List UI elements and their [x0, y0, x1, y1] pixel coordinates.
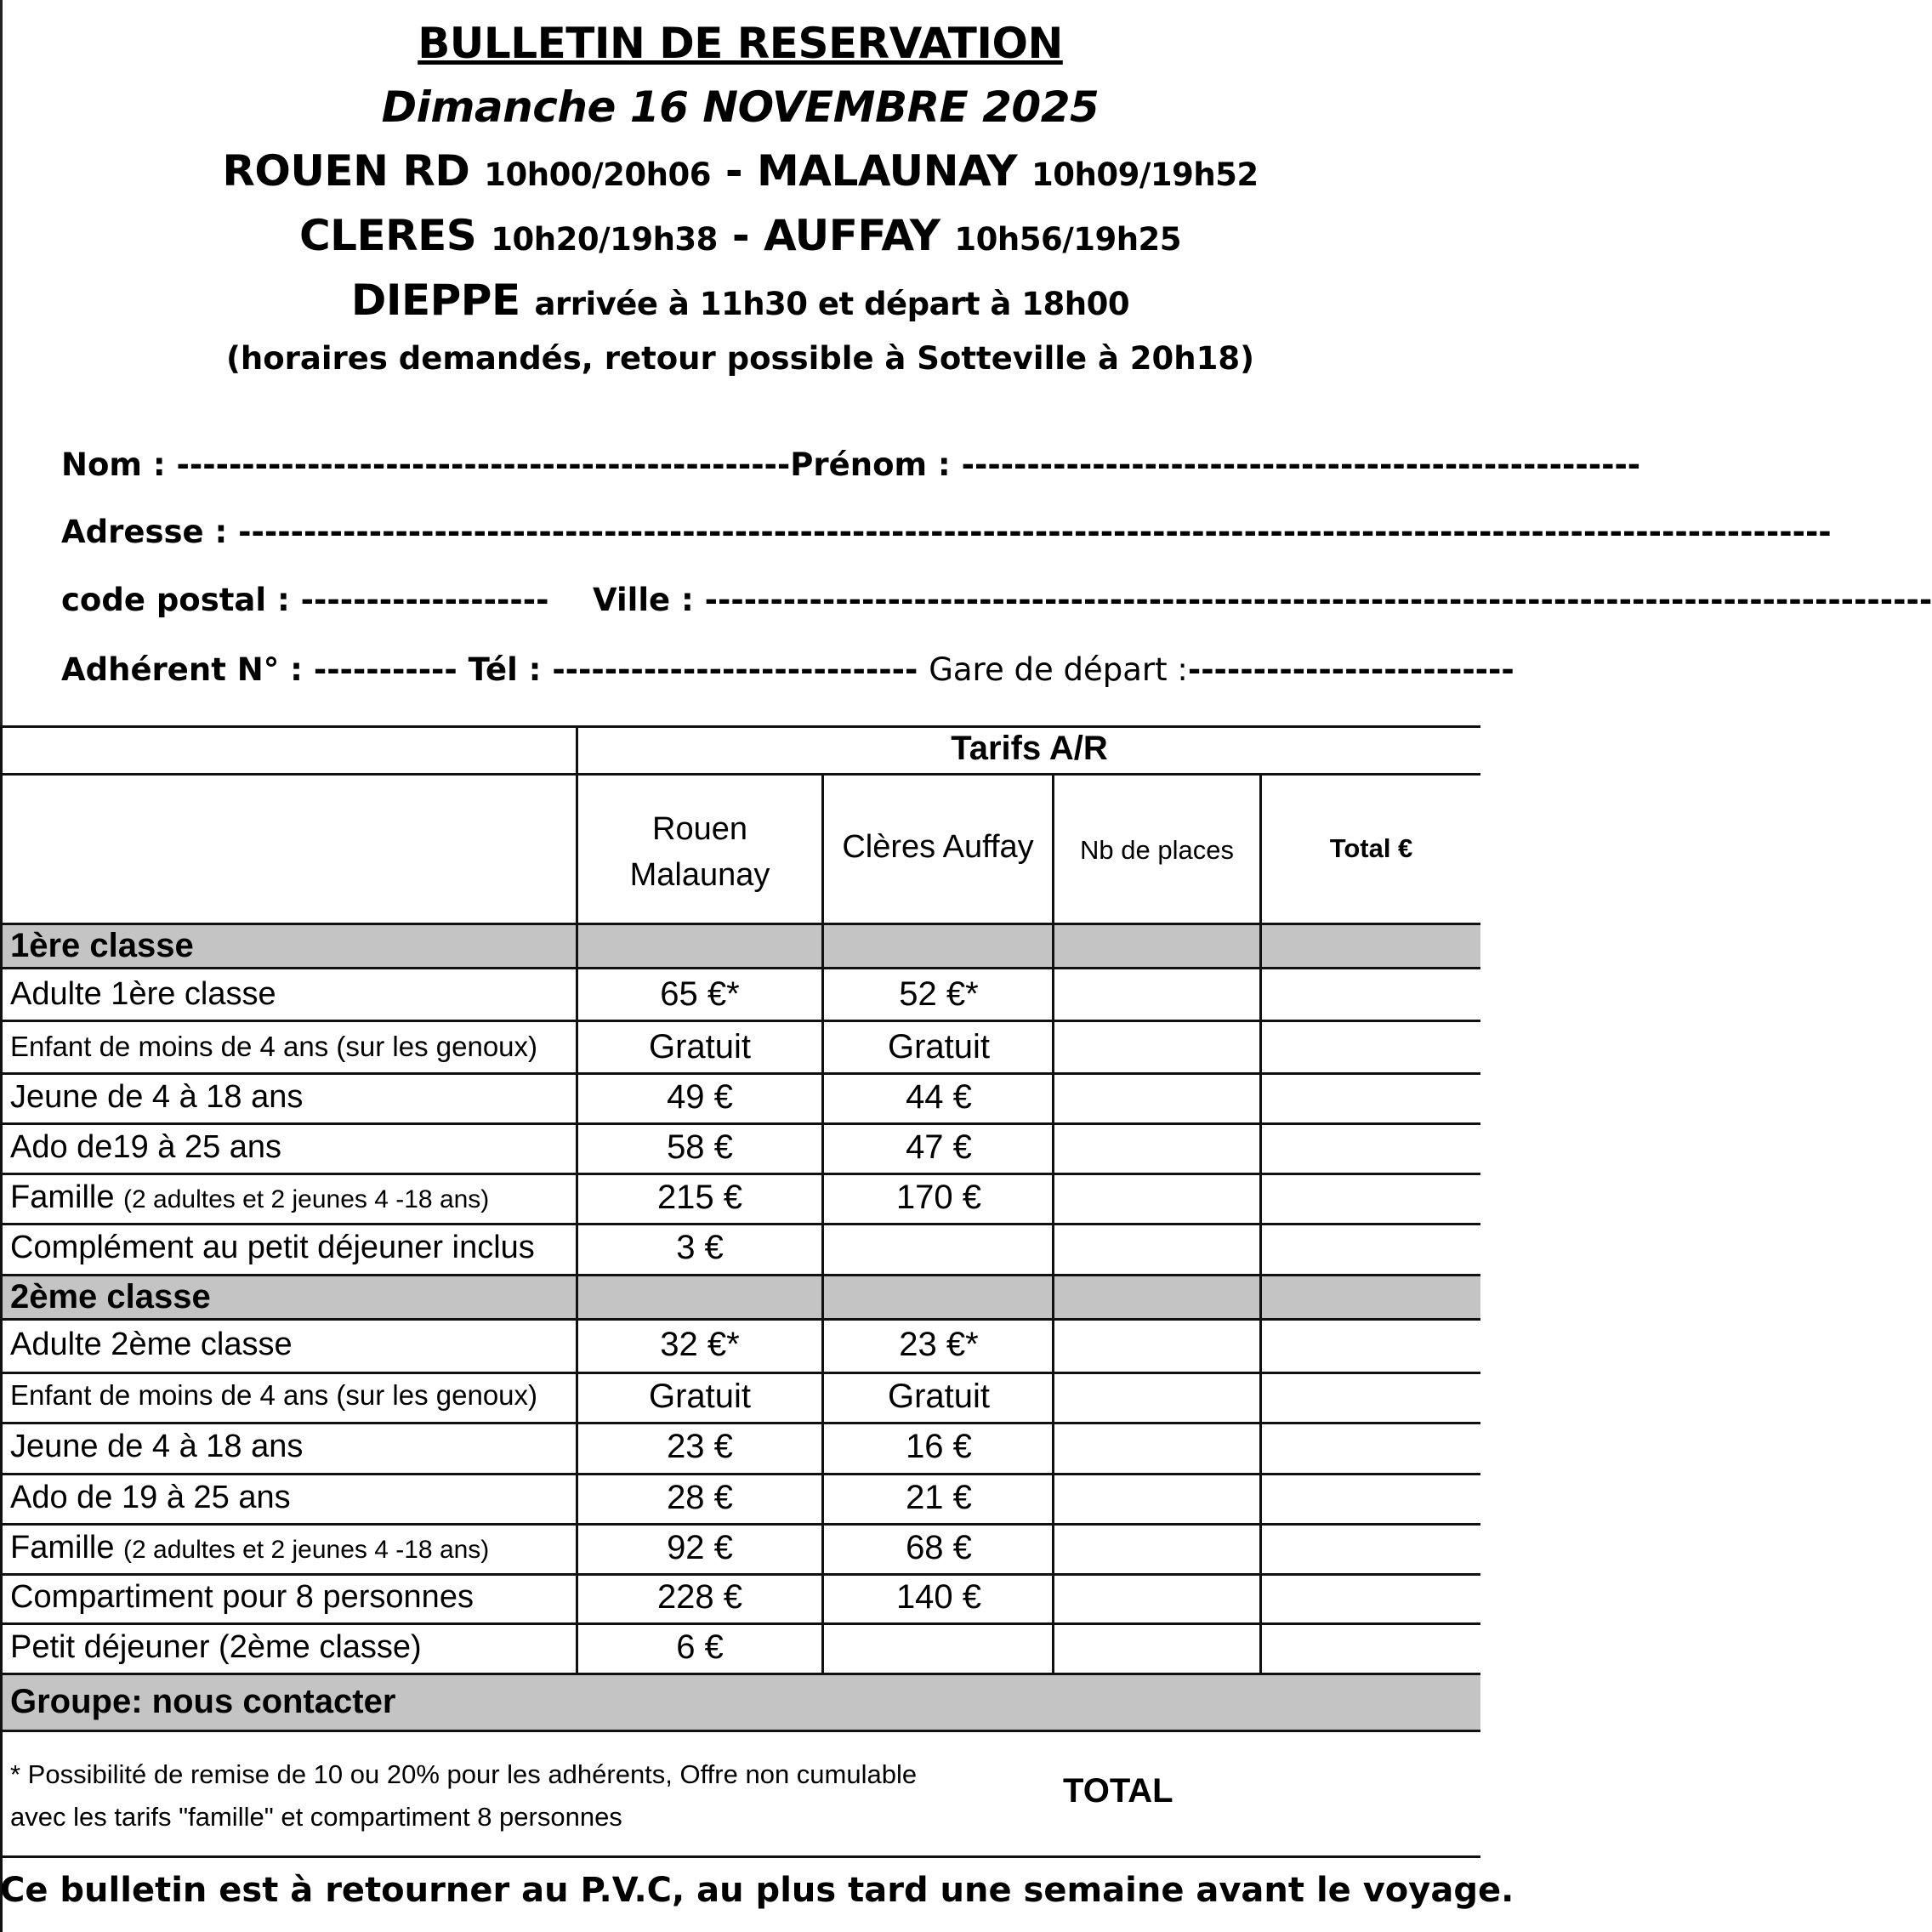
row-label: Jeune de 4 à 18 ans [10, 1079, 304, 1115]
tarifs-header: Tarifs A/R [951, 730, 1108, 767]
col-rouen-malaunay [578, 806, 821, 898]
prenom-field[interactable]: ---------------------------------------------------- [961, 446, 1641, 483]
row-label: Complément au petit déjeuner inclus [10, 1230, 535, 1265]
price-cleres: 21 € [906, 1479, 972, 1516]
row-label-famille [10, 1179, 489, 1216]
stop-cleres: CLERES [298, 211, 477, 260]
footnote-line1: * Possibilité de remise de 10 ou 20% pour les adhérents, Offre non cumulable [10, 1759, 918, 1789]
prenom-label: Prénom : [790, 446, 951, 483]
price-rouen: 228 € [656, 1578, 743, 1616]
price-rouen: 92 € [667, 1529, 733, 1566]
price-rouen: 58 € [667, 1128, 733, 1166]
table-line [0, 1372, 1480, 1374]
section-2eme-classe: 2ème classe [10, 1278, 211, 1315]
code-postal-label: code postal : [61, 582, 290, 618]
nom-field[interactable]: ----------------------------------------------- [176, 446, 791, 483]
table-line [0, 1673, 1480, 1675]
schedule-line-1 [0, 146, 1480, 196]
famille-label: Famille [10, 1179, 115, 1215]
time-rouen: 10h00/20h06 [484, 156, 711, 193]
price-rouen: 6 € [676, 1628, 724, 1666]
col-cleres-auffay: Clères Auffay [842, 829, 1034, 865]
schedule-line-2 [0, 211, 1480, 260]
table-col-line [1259, 773, 1262, 1674]
price-rouen: 65 €* [660, 975, 740, 1013]
adherent-label: Adhérent N° : [61, 651, 303, 688]
footnote-line2: avec les tarifs "famille" et compartiment 8 personnes [10, 1802, 622, 1832]
row-label: Jeune de 4 à 18 ans [10, 1429, 304, 1464]
groupe-contact: Groupe: nous contacter [10, 1683, 396, 1720]
section-1ere-classe: 1ère classe [10, 927, 194, 964]
row-label: Adulte 1ère classe [10, 976, 276, 1012]
stop-auffay: AUFFAY [764, 211, 940, 260]
adresse-field[interactable]: -------------------------------------------------------------------------------------------------------------------------- [238, 514, 1832, 550]
gare-label: Gare de départ : [929, 651, 1188, 688]
dieppe-times: arrivée à 11h30 et départ à 18h00 [534, 286, 1130, 322]
price-rouen: 49 € [667, 1078, 733, 1116]
stop-malaunay: MALAUNAY [757, 146, 1018, 196]
table-line [0, 1020, 1480, 1022]
time-auffay: 10h56/19h25 [954, 221, 1182, 258]
event-date: Dimanche 16 NOVEMBRE 2025 [381, 82, 1100, 132]
table-line [0, 1573, 1480, 1576]
price-cleres: 52 €* [899, 975, 979, 1013]
table-line [0, 1473, 1480, 1475]
price-cleres: 47 € [906, 1128, 972, 1166]
time-malaunay: 10h09/19h52 [1031, 156, 1259, 193]
form-row-member [61, 651, 1514, 688]
famille-label: Famille [10, 1530, 115, 1565]
price-rouen: 3 € [676, 1229, 724, 1266]
footer-instruction: Ce bulletin est à retourner au P.V.C, au plus tard une semaine avant le voyage. [0, 1871, 1514, 1910]
tel-field[interactable]: ---------------------------- [552, 651, 918, 688]
price-cleres: 44 € [906, 1078, 972, 1116]
table-line [0, 1122, 1480, 1125]
famille-detail: (2 adultes et 2 jeunes 4 -18 ans) [123, 1536, 490, 1564]
separator: - [731, 211, 750, 260]
table-line [0, 967, 1480, 969]
col-rouen-line2: Malaunay [629, 857, 770, 893]
table-line [0, 1523, 1480, 1526]
price-cleres: 170 € [895, 1179, 982, 1216]
table-line [0, 1072, 1480, 1075]
table-line [0, 773, 1480, 776]
table-line [0, 1422, 1480, 1424]
separator: - [724, 146, 743, 196]
price-rouen: Gratuit [648, 1028, 752, 1065]
table-left-line [0, 725, 3, 1932]
row-label: Adulte 2ème classe [10, 1327, 293, 1362]
tel-label: Tél : [468, 651, 542, 688]
table-line [0, 1730, 1480, 1732]
ville-label: Ville : [592, 582, 694, 618]
form-row-address [61, 514, 1832, 550]
stop-rouen: ROUEN RD [222, 146, 470, 196]
code-postal-field[interactable]: ------------------- [300, 582, 549, 618]
time-cleres: 10h20/19h38 [491, 221, 718, 258]
table-line [0, 1274, 1480, 1276]
col-total: Total € [1329, 833, 1413, 863]
price-rouen: 32 €* [660, 1326, 740, 1363]
form-row-city [61, 582, 1932, 618]
table-top-line [0, 725, 1480, 728]
table-line [0, 923, 1480, 925]
nom-label: Nom : [61, 446, 166, 483]
row-label-famille [10, 1530, 489, 1566]
form-row-name [61, 446, 1641, 483]
row-label: Enfant de moins de 4 ans (sur les genoux) [10, 1031, 538, 1062]
famille-detail: (2 adultes et 2 jeunes 4 -18 ans) [123, 1185, 490, 1213]
price-rouen: 23 € [667, 1428, 733, 1465]
adherent-field[interactable]: ----------- [313, 651, 457, 688]
price-cleres: 140 € [895, 1578, 982, 1616]
total-label: TOTAL [1063, 1772, 1173, 1810]
price-cleres: 16 € [906, 1428, 972, 1465]
schedule-note: (horaires demandés, retour possible à Sotteville à 20h18) [225, 340, 1255, 377]
adresse-label: Adresse : [61, 514, 228, 550]
price-cleres: Gratuit [887, 1378, 991, 1415]
price-cleres: 68 € [906, 1529, 972, 1566]
table-line [0, 1855, 1480, 1858]
stop-dieppe: DIEPPE [350, 276, 520, 325]
row-label: Enfant de moins de 4 ans (sur les genoux) [10, 1379, 538, 1411]
price-rouen: Gratuit [648, 1378, 752, 1415]
table-line [0, 1318, 1480, 1321]
row-label: Petit déjeuner (2ème classe) [10, 1629, 422, 1665]
footnote [10, 1753, 917, 1838]
col-rouen-line1: Rouen [652, 811, 747, 847]
form-title: BULLETIN DE RESERVATION [418, 19, 1063, 68]
gare-field[interactable]: ------------------------- [1187, 651, 1514, 688]
row-label: Ado de 19 à 25 ans [10, 1480, 291, 1515]
price-rouen: 28 € [667, 1479, 733, 1516]
ville-field[interactable]: ---------------------------------------------------------------------------------------------- [704, 582, 1932, 618]
price-cleres: Gratuit [887, 1028, 991, 1065]
price-rouen: 215 € [656, 1179, 743, 1216]
schedule-line-3 [0, 276, 1480, 325]
table-line [0, 1223, 1480, 1225]
table-line [0, 1173, 1480, 1175]
row-label: Compartiment pour 8 personnes [10, 1579, 474, 1615]
col-nb-places: Nb de places [1080, 835, 1234, 865]
table-line [0, 1622, 1480, 1625]
row-label: Ado de19 à 25 ans [10, 1129, 282, 1165]
price-cleres: 23 €* [899, 1326, 979, 1363]
